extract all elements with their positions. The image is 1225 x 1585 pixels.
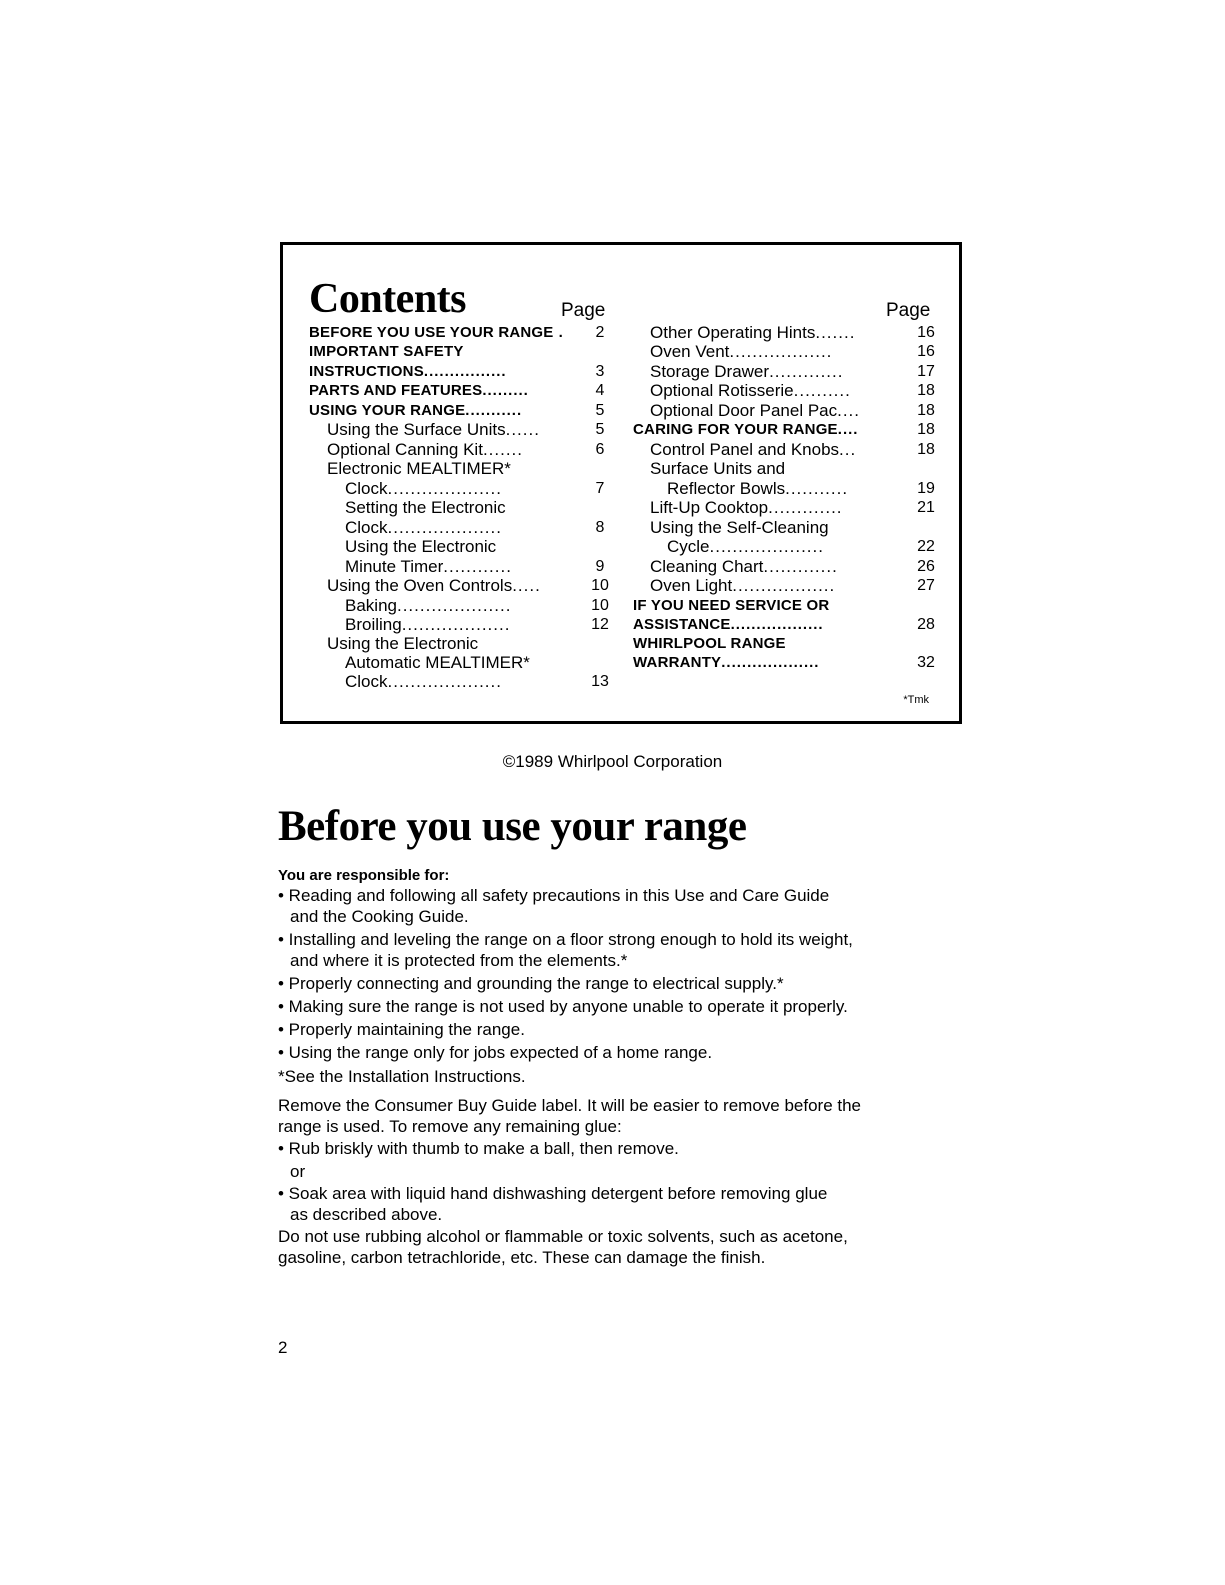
toc-page-number: 21 (917, 499, 935, 516)
toc-leader-dots: ................ (423, 363, 507, 380)
toc-entry (633, 653, 819, 673)
toc-entry (309, 323, 564, 343)
contents-title: Contents (309, 276, 467, 322)
toc-entry (633, 634, 786, 654)
toc-leader-dots: .......... (793, 381, 851, 400)
toc-entry-text: Reflector Bowls (667, 479, 786, 498)
toc-page-number: 32 (917, 654, 935, 671)
toc-entry (345, 498, 506, 518)
toc-leader-dots: ................... (721, 654, 820, 671)
toc-entry (650, 323, 855, 343)
bullet-installing-cont: and where it is protected from the elements.* (290, 951, 628, 970)
toc-entry-text: Optional Canning Kit (327, 440, 483, 459)
toc-page-number: 2 (595, 324, 605, 341)
toc-entry-text: Storage Drawer (650, 362, 770, 381)
toc-leader-dots: ........... (785, 479, 849, 498)
toc-page-number: 18 (917, 441, 935, 458)
toc-leader-dots: .................. (730, 616, 824, 633)
toc-entry (327, 576, 541, 596)
toc-entry-text: Minute Timer (345, 557, 444, 576)
installation-footnote: *See the Installation Instructions. (278, 1067, 526, 1086)
toc-page-number: 17 (917, 363, 935, 380)
warning-text-cont: gasoline, carbon tetrachloride, etc. These can damage the finish. (278, 1248, 766, 1267)
toc-entry-text: Using the Self-Cleaning (650, 518, 829, 537)
remove-label-text-cont: range is used. To remove any remaining glue: (278, 1117, 622, 1136)
copyright: ©1989 Whirlpool Corporation (502, 752, 723, 771)
bullet-installing: • Installing and leveling the range on a floor strong enough to hold its weight, (278, 930, 853, 949)
toc-entry-text: Clock (345, 672, 388, 691)
toc-entry (650, 401, 860, 421)
toc-page-number: 16 (917, 343, 935, 360)
toc-entry (650, 557, 838, 577)
toc-entry (650, 518, 829, 538)
toc-entry-text: BEFORE YOU USE YOUR RANGE (309, 324, 554, 341)
toc-entry (327, 440, 523, 460)
toc-entry-text: WHIRLPOOL RANGE (633, 635, 786, 652)
bullet-soak: • Soak area with liquid hand dishwashing detergent before removing glue (278, 1184, 828, 1203)
bullet-reading-cont: and the Cooking Guide. (290, 907, 469, 926)
toc-entry-text: Optional Rotisserie (650, 381, 794, 400)
toc-leader-dots: .................... (396, 596, 512, 615)
toc-leader-dots: .... (837, 401, 861, 420)
toc-entry-text: Using the Surface Units (327, 420, 506, 439)
or-text: or (290, 1162, 306, 1181)
toc-page-number: 18 (917, 402, 935, 419)
toc-leader-dots: ... (839, 440, 857, 459)
toc-entry-text: USING YOUR RANGE (309, 402, 466, 419)
toc-page-number: 10 (591, 577, 609, 594)
toc-entry-text: Using the Electronic (345, 537, 497, 556)
toc-leader-dots: ....... (815, 323, 856, 342)
toc-leader-dots: .................. (729, 342, 833, 361)
toc-leader-dots: ........... (465, 402, 523, 419)
page-number: 2 (278, 1338, 288, 1357)
warning-text: Do not use rubbing alcohol or flammable or toxic solvents, such as acetone, (278, 1227, 848, 1246)
toc-entry (633, 615, 824, 635)
toc-entry-text: Oven Vent (650, 342, 730, 361)
toc-entry (650, 459, 785, 479)
page-column-header-left: Page (561, 300, 606, 321)
toc-entry (309, 342, 464, 362)
toc-entry-text: CARING FOR YOUR RANGE (633, 421, 838, 438)
toc-entry (650, 498, 843, 518)
toc-entry (633, 596, 829, 616)
contents-box (280, 242, 962, 724)
toc-entry (650, 440, 856, 460)
toc-entry-text: Control Panel and Knobs (650, 440, 840, 459)
toc-entry (345, 672, 502, 692)
toc-entry-text: Using the Electronic (327, 634, 479, 653)
toc-entry (345, 653, 530, 673)
bullet-connecting: • Properly connecting and grounding the range to electrical supply.* (278, 974, 784, 993)
toc-page-number: 18 (917, 421, 935, 438)
toc-entry-text: Clock (345, 518, 388, 537)
toc-entry (327, 420, 540, 440)
toc-entry (650, 576, 835, 596)
toc-page-number: 12 (591, 616, 609, 633)
toc-page-number: 4 (595, 382, 605, 399)
toc-entry-text: Using the Oven Controls (327, 576, 513, 595)
toc-entry (345, 479, 502, 499)
bullet-maintaining: • Properly maintaining the range. (278, 1020, 525, 1039)
toc-entry-text: Electronic MEALTIMER* (327, 459, 511, 478)
bullet-making-sure: • Making sure the range is not used by anyone unable to operate it properly. (278, 997, 848, 1016)
bullet-soak-cont: as described above. (290, 1205, 443, 1224)
toc-entry (345, 557, 512, 577)
toc-entry (667, 537, 824, 557)
toc-entry (345, 615, 510, 635)
responsible-heading: You are responsible for: (278, 867, 450, 884)
toc-entry (633, 420, 858, 440)
toc-page-number: 10 (591, 597, 609, 614)
toc-page-number: 5 (595, 402, 605, 419)
toc-entry-text: ASSISTANCE (633, 616, 731, 633)
section-title: Before you use your range (278, 803, 747, 850)
toc-entry (309, 381, 529, 401)
toc-page-number: 27 (917, 577, 935, 594)
toc-entry (327, 459, 511, 479)
toc-leader-dots: ................... (401, 615, 511, 634)
toc-page-number: 8 (595, 519, 605, 536)
toc-entry-text: Cleaning Chart (650, 557, 764, 576)
toc-page-number: 3 (595, 363, 605, 380)
toc-entry-text: Automatic MEALTIMER* (345, 653, 530, 672)
toc-page-number: 28 (917, 616, 935, 633)
toc-leader-dots: .................... (387, 479, 502, 498)
toc-entry-text: Broiling (345, 615, 402, 634)
toc-leader-dots: ............ (443, 557, 512, 576)
remove-label-text: Remove the Consumer Buy Guide label. It will be easier to remove before the (278, 1096, 862, 1115)
toc-page-number: 6 (595, 441, 605, 458)
toc-entry (650, 362, 843, 382)
toc-entry (345, 596, 511, 616)
toc-page-number: 22 (917, 538, 935, 555)
toc-entry (650, 381, 851, 401)
toc-entry-text: Oven Light (650, 576, 733, 595)
toc-entry-text: WARRANTY (633, 654, 722, 671)
toc-entry (309, 401, 522, 421)
toc-entry-text: IMPORTANT SAFETY (309, 343, 464, 360)
toc-leader-dots: ............. (768, 498, 843, 517)
toc-entry-text: Other Operating Hints (650, 323, 816, 342)
page-column-header-right: Page (886, 300, 931, 321)
toc-entry (327, 634, 478, 654)
toc-leader-dots: ...... (505, 420, 540, 439)
toc-leader-dots: ....... (482, 440, 523, 459)
toc-leader-dots: ............. (769, 362, 844, 381)
toc-leader-dots: .................... (387, 672, 502, 691)
toc-page-number: 26 (917, 558, 935, 575)
toc-leader-dots: ............. (763, 557, 838, 576)
toc-entry-text: Setting the Electronic (345, 498, 506, 517)
toc-entry (667, 479, 848, 499)
toc-entry-text: Baking (345, 596, 397, 615)
toc-entry-text: Cycle (667, 537, 710, 556)
toc-leader-dots: .... (837, 421, 859, 438)
toc-entry (345, 518, 502, 538)
bullet-using: • Using the range only for jobs expected of a home range. (278, 1043, 713, 1062)
toc-leader-dots: .................... (709, 537, 824, 556)
bullet-rub: • Rub briskly with thumb to make a ball, then remove. (278, 1139, 679, 1158)
bullet-reading: • Reading and following all safety precautions in this Use and Care Guide (278, 886, 830, 905)
toc-leader-dots: ......... (482, 382, 529, 399)
toc-page-number: 13 (591, 673, 609, 690)
toc-entry-text: PARTS AND FEATURES (309, 382, 483, 399)
toc-entry-text: Surface Units and (650, 459, 786, 478)
toc-entry-text: IF YOU NEED SERVICE OR (633, 597, 830, 614)
toc-entry (650, 342, 832, 362)
toc-entry-text: Lift-Up Cooktop (650, 498, 769, 517)
toc-page-number: 16 (917, 324, 935, 341)
toc-leader-dots: ..... (512, 576, 541, 595)
toc-entry (345, 537, 496, 557)
toc-entry (309, 362, 507, 382)
toc-page-number: 9 (595, 558, 605, 575)
toc-leader-dots: . (553, 324, 564, 341)
toc-leader-dots: .................... (387, 518, 502, 537)
toc-entry-text: Optional Door Panel Pac (650, 401, 838, 420)
toc-page-number: 5 (595, 421, 605, 438)
trademark-note: *Tmk (903, 694, 929, 706)
toc-page-number: 7 (595, 480, 605, 497)
toc-entry-text: INSTRUCTIONS (309, 363, 424, 380)
toc-page-number: 18 (917, 382, 935, 399)
toc-page-number: 19 (917, 480, 935, 497)
toc-entry-text: Clock (345, 479, 388, 498)
toc-leader-dots: .................. (732, 576, 836, 595)
